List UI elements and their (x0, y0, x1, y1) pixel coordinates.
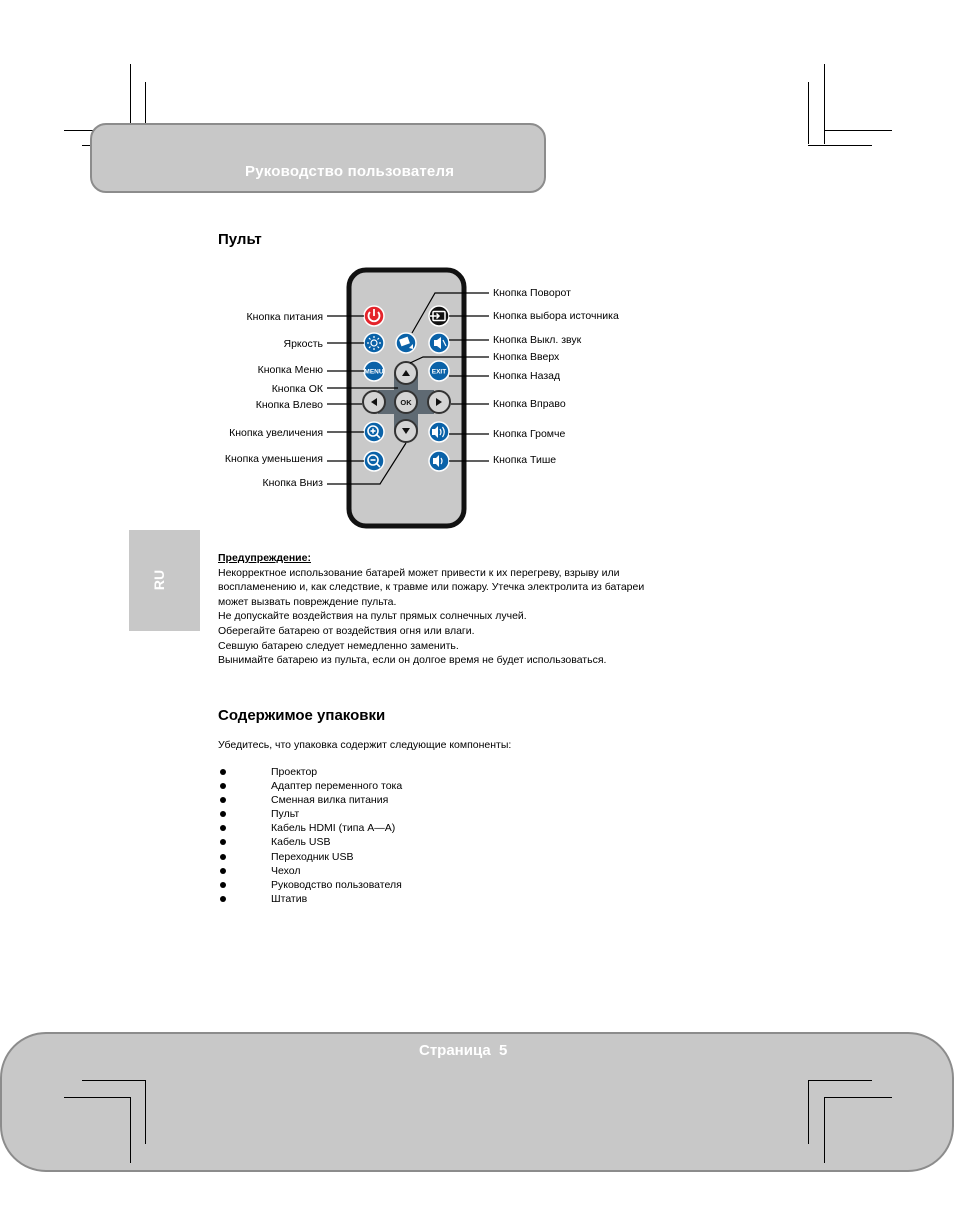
bullet-icon (220, 896, 226, 902)
warning-title: Предупреждение: (218, 552, 311, 564)
bullet-icon (220, 797, 226, 803)
warning-line: Оберегайте батарею от воздействия огня или влаги. (218, 624, 475, 637)
warning-line: может вызвать повреждение пульта. (218, 595, 397, 608)
warning-line: Севшую батарею следует немедленно заменить. (218, 639, 459, 652)
label-left-button: Кнопка Влево (255, 399, 323, 411)
bullet-icon (220, 882, 226, 888)
remote-section-title: Пульт (218, 231, 262, 248)
bullet-icon (220, 839, 226, 845)
label-zoom-out-button: Кнопка уменьшения (224, 453, 323, 465)
crop-mark (824, 130, 892, 131)
label-volume-down-button: Кнопка Тише (493, 454, 557, 466)
bullet-icon (220, 811, 226, 817)
label-back-button: Кнопка Назад (493, 370, 561, 382)
label-source-button: Кнопка выбора источника (493, 310, 619, 322)
crop-mark (64, 1097, 131, 1098)
crop-mark (808, 145, 872, 146)
remote-illustration (300, 266, 500, 530)
label-brightness: Яркость (283, 338, 323, 350)
crop-mark (82, 1080, 146, 1081)
header-tab (90, 123, 546, 193)
label-menu-button: Кнопка Меню (257, 364, 323, 376)
label-right-button: Кнопка Вправо (493, 398, 566, 410)
warning-line: Некорректное использование батарей может привести к их перегреву, взрыву или (218, 566, 620, 579)
warning-line: Не допускайте воздействия на пульт прямых солнечных лучей. (218, 610, 527, 623)
crop-mark (824, 1097, 892, 1098)
label-zoom-in-button: Кнопка увеличения (229, 427, 323, 439)
warning-block (218, 551, 778, 668)
bullet-icon (220, 769, 226, 775)
label-ok-button: Кнопка ОК (271, 383, 323, 395)
package-intro: Убедитесь, что упаковка содержит следующие компоненты: (218, 739, 512, 751)
back-button-label: EXIT (431, 368, 447, 376)
crop-mark (808, 82, 809, 144)
header-title: Руководство пользователя (245, 163, 455, 180)
zoom-out-button (364, 451, 384, 471)
label-mute-button: Кнопка Выкл. звук (493, 334, 582, 346)
language-tab-label: RU (151, 569, 167, 591)
crop-mark (808, 1080, 809, 1144)
package-section-title: Содержимое упаковки (218, 707, 386, 724)
bullet-icon (220, 854, 226, 860)
label-volume-up-button: Кнопка Громче (493, 428, 566, 440)
label-rotate-button: Кнопка Поворот (493, 287, 571, 299)
bullet-icon (220, 868, 226, 874)
label-up-button: Кнопка Вверх (493, 351, 560, 363)
crop-mark (824, 1097, 825, 1163)
crop-mark (824, 64, 825, 144)
crop-mark (808, 1080, 872, 1081)
bullet-icon (220, 825, 226, 831)
zoom-in-button (364, 422, 384, 442)
label-down-button: Кнопка Вниз (262, 477, 323, 489)
bullet-icon (220, 783, 226, 789)
page-number: Страница 5 (419, 1042, 508, 1059)
label-power-button: Кнопка питания (246, 311, 323, 323)
warning-line: воспламенению и, как следствие, к травме или пожару. Утечка электролита из батареи (218, 581, 645, 594)
crop-mark (130, 1097, 131, 1163)
ok-button-label: OK (400, 398, 412, 407)
menu-button-label: MENU (364, 368, 384, 376)
crop-mark (145, 1080, 146, 1144)
warning-line: Вынимайте батарею из пульта, если он долгое время не будет использоваться. (218, 654, 607, 667)
